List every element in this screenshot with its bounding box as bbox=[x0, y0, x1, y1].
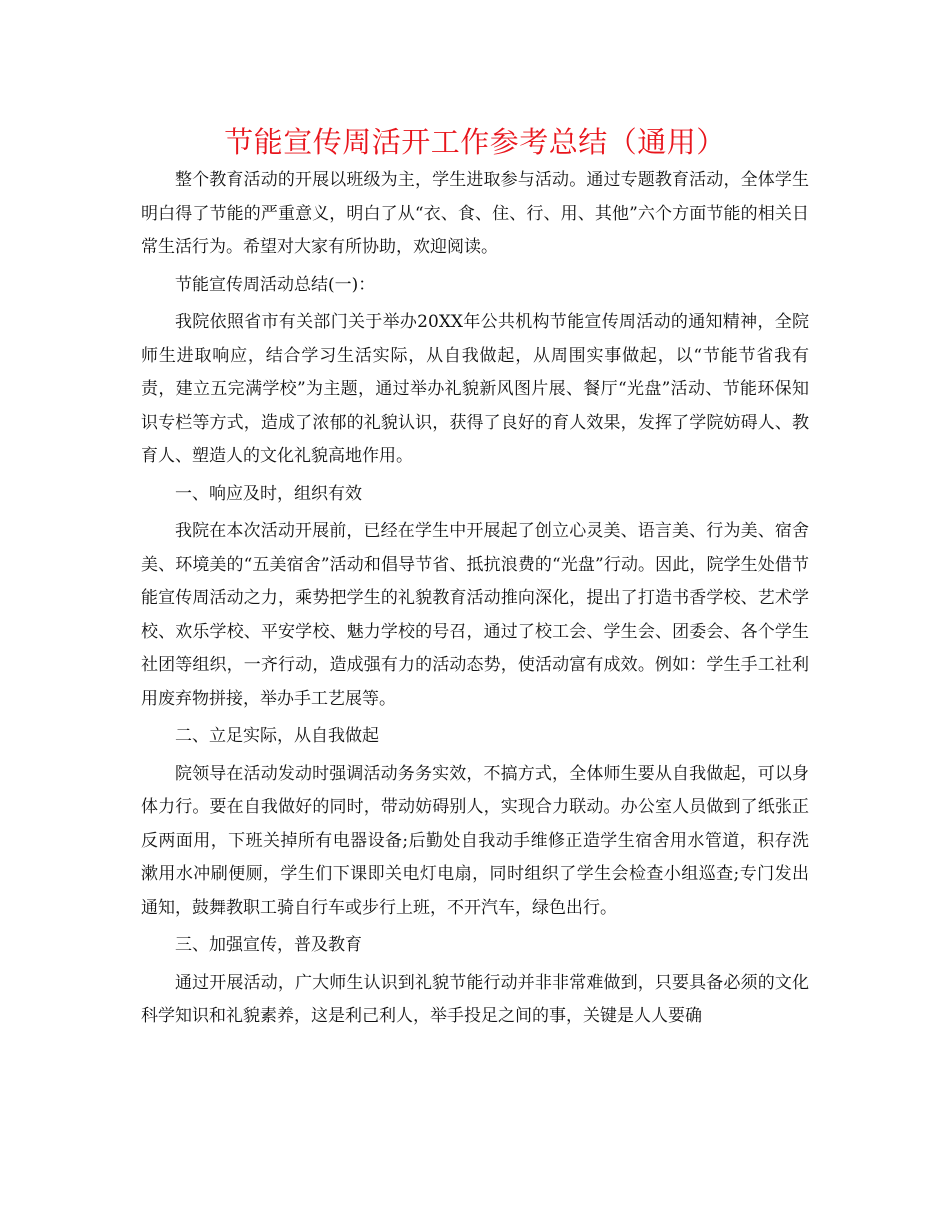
intro-paragraph: 整个教育活动的开展以班级为主，学生进取参与活动。通过专题教育活动，全体学生明白得了节能的严重意义，明白了从“衣、食、住、行、用、其他”六个方面节能的相关日常生活行为。希望对大家有所协助，欢迎阅读。 bbox=[141, 170, 809, 257]
document-body bbox=[141, 164, 809, 1034]
body-paragraph: 我院在本次活动开展前，已经在学生中开展起了创立心灵美、语言美、行为美、宿舍美、环境美的“五美宿舍”活动和倡导节省、抵抗浪费的“光盘”行动。因此，院学生处借节能宣传周活动之力，乘势把学生的礼貌教育活动推向深化，提出了打造书香学校、艺术学校、欢乐学校、平安学校、魅力学校的号召，通过了校工会、学生会、团委会、各个学生社团等组织，一齐行动，造成强有力的活动态势，使活动富有成效。例如：学生手工社利用废弃物拼接，举办手工艺展等。 bbox=[141, 521, 809, 709]
section-heading-3: 三、加强宣传，普及教育 bbox=[175, 935, 362, 955]
body-paragraph: 通过开展活动，广大师生认识到礼貌节能行动并非非常难做到，只要具备必须的文化科学知识和礼貌素养，这是利己利人，举手投足之间的事，关键是人人要确 bbox=[141, 972, 809, 1026]
section-subtitle: 节能宣传周活动总结(一)： bbox=[175, 274, 376, 295]
section-heading-2: 二、立足实际，从自我做起 bbox=[175, 726, 379, 746]
section-heading-1: 一、响应及时，组织有效 bbox=[175, 483, 362, 504]
document-title: 节能宣传周活开工作参考总结（通用） bbox=[224, 125, 726, 159]
body-paragraph: 我院依照省市有关部门关于举办20XX年公共机构节能宣传周活动的通知精神，全院师生进取响应，结合学习生活实际，从自我做起，从周围实事做起，以“节能节省我有责，建立五完满学校”为主题，通过举办礼貌新风图片展、餐厅“光盘”活动、节能环保知识专栏等方式，造成了浓郁的礼貌认识，获得了良好的育人效果，发挥了学院妨碍人、教育人、塑造人的文化礼貌高地作用。 bbox=[141, 312, 809, 466]
body-paragraph: 院领导在活动发动时强调活动务务实效，不搞方式，全体师生要从自我做起，可以身体力行。要在自我做好的同时，带动妨碍别人，实现合力联动。办公室人员做到了纸张正反两面用，下班关掉所有电器设备;后勤处自我动手维修正造学生宿舍用水管道，积存洗漱用水冲刷便厕，学生们下课即关电灯电扇，同时组织了学生会检查小组巡查;专门发出通知，鼓舞教职工骑自行车或步行上班，不开汽车，绿色出行。 bbox=[141, 763, 809, 918]
